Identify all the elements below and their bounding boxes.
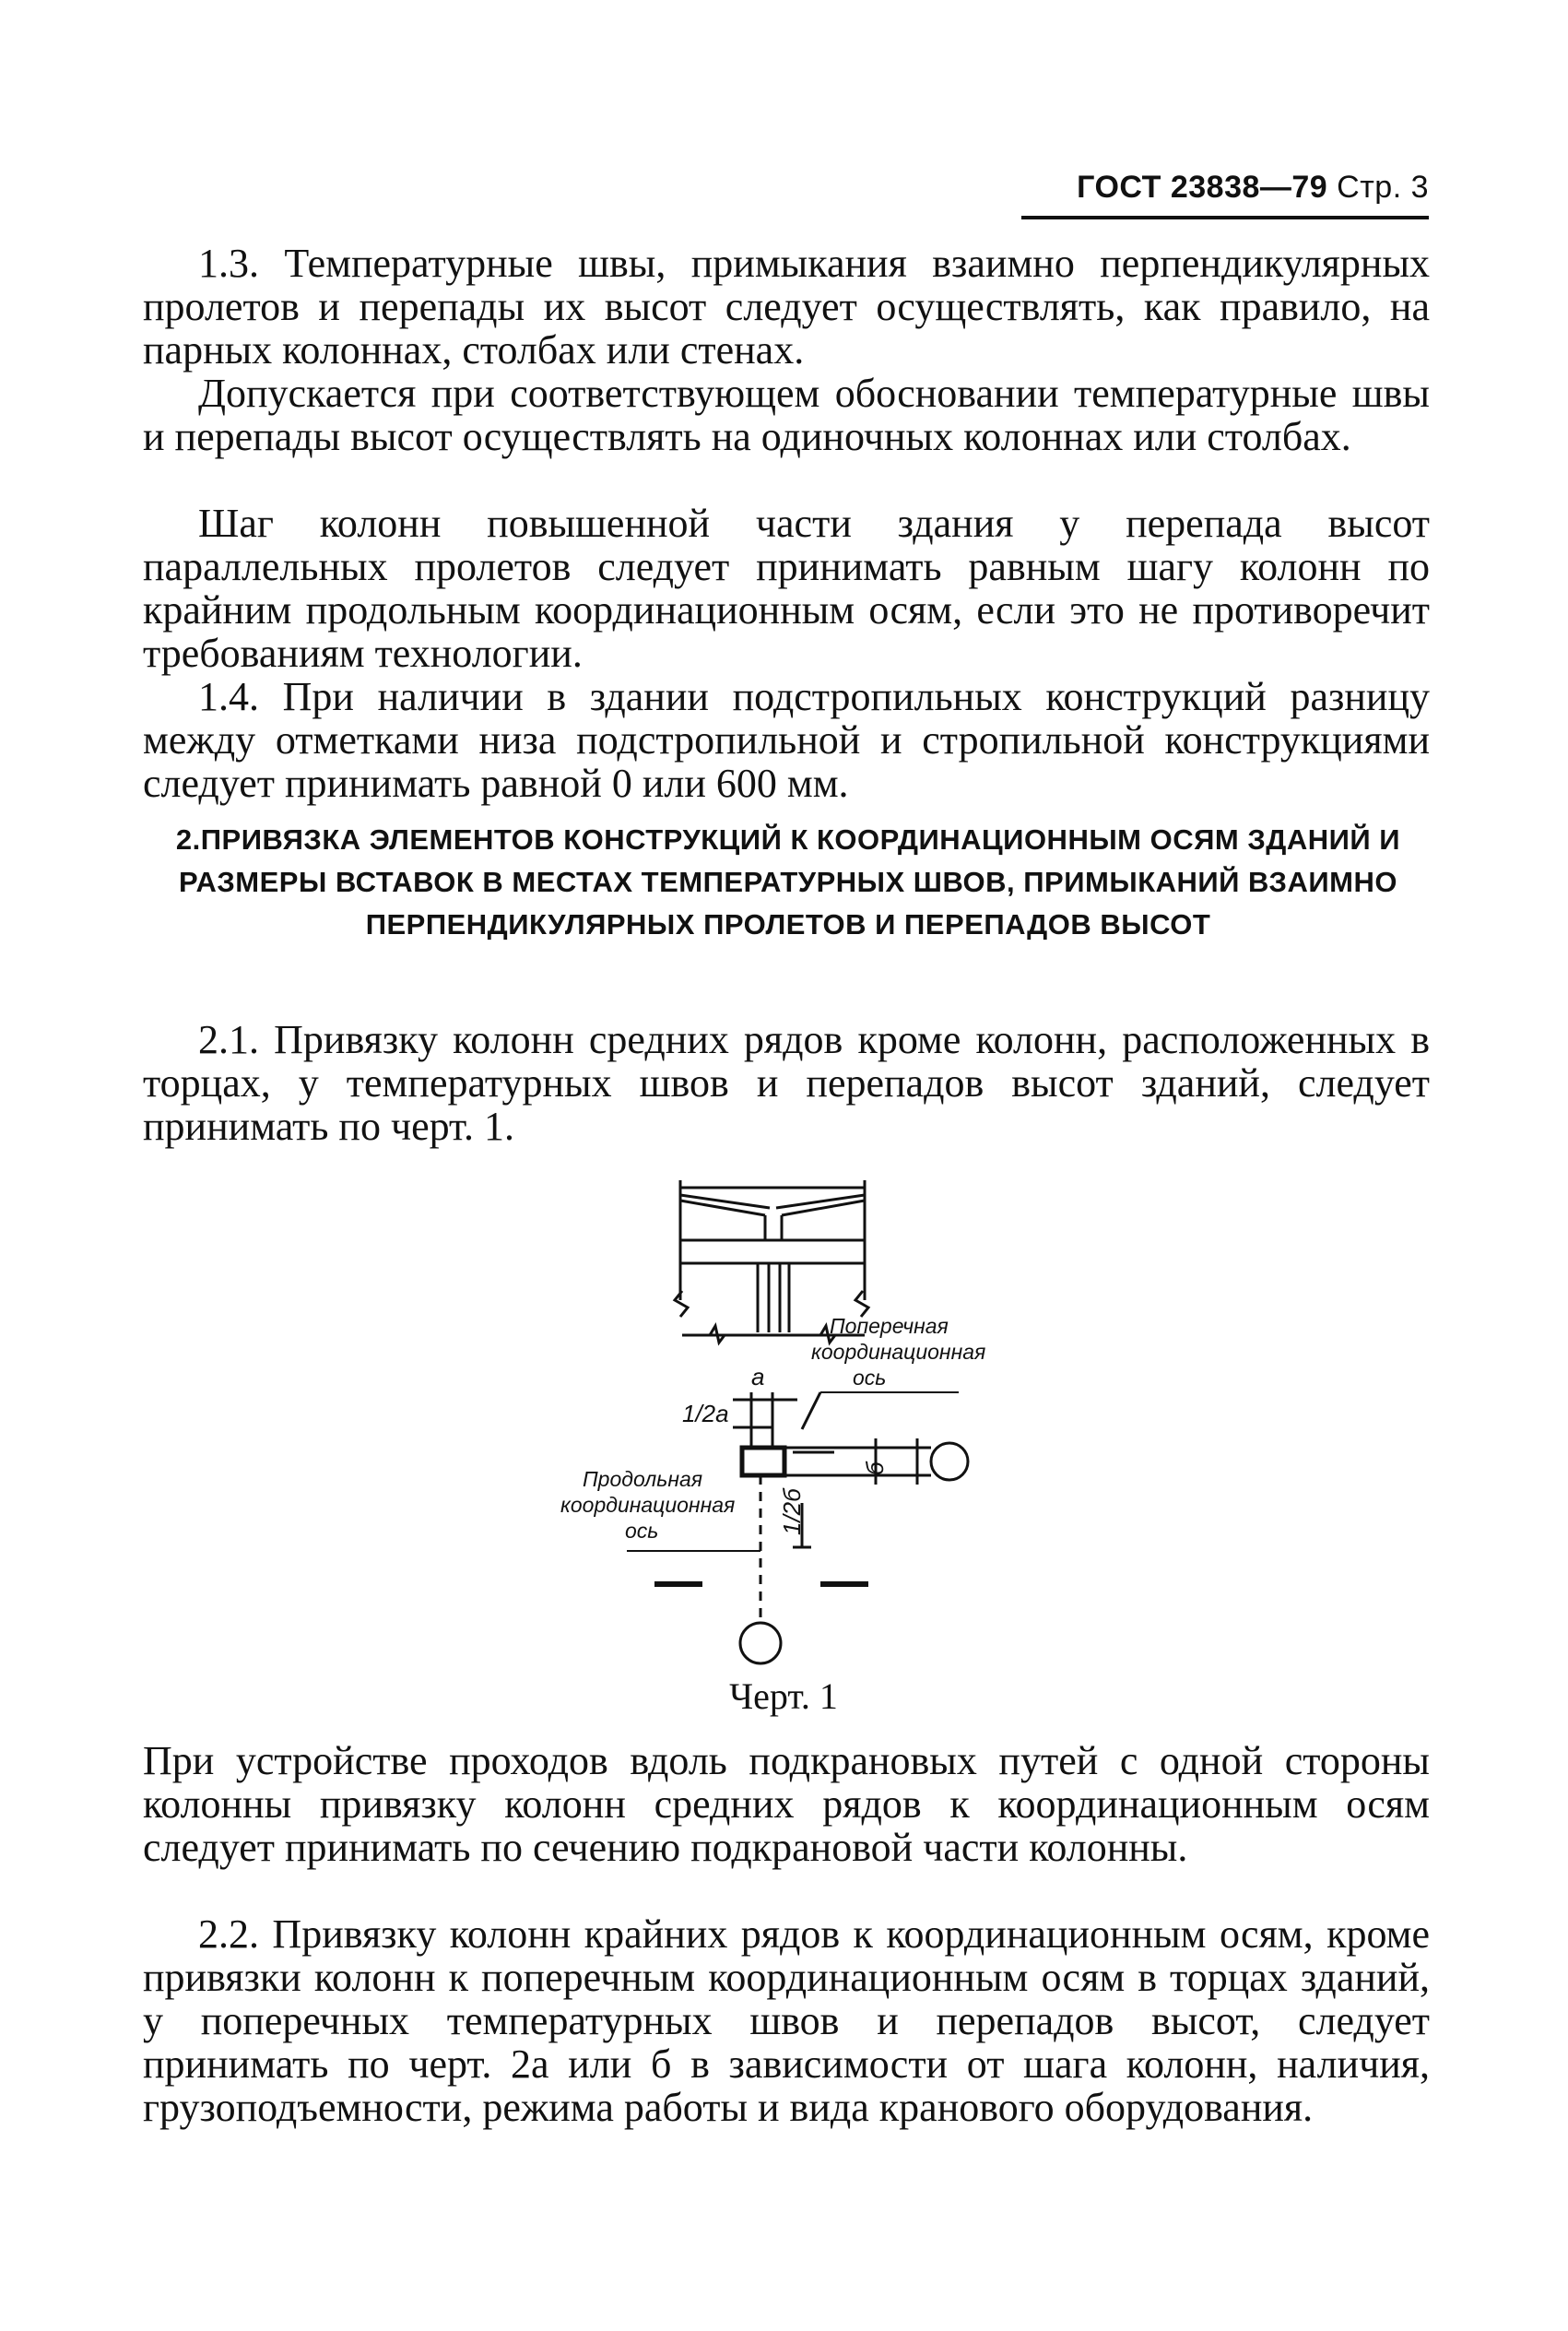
dimension-half-b-label: 1/2б [778, 1488, 806, 1535]
paragraph-1-3: 1.3. Температурные швы, примыкания взаимно перпендикулярных пролетов и перепады их высот следует осуществлять, как правило, на парных колоннах, столбах или стенах. [143, 241, 1430, 373]
paragraph-2-1: 2.1. Привязку колонн средних рядов кроме колонн, расположенных в торцах, у температурных швов и перепадов высот зданий, следует принимать по черт. 1. [143, 1017, 1430, 1149]
transverse-axis-label-2: координационная [811, 1340, 986, 1364]
page-number: Стр. 3 [1337, 170, 1429, 205]
figure-1-drawing [544, 1171, 1042, 1669]
longitudinal-axis-label-3: ось [625, 1519, 659, 1543]
paragraph-passages: При устройстве проходов вдоль подкрановых путей с одной стороны колонны привязку колонн средних рядов к координационным осям следует принимать по сечению подкрановой части колонны. [143, 1738, 1430, 1870]
dimension-a-label: a [751, 1363, 765, 1390]
dimension-b-label: б [861, 1461, 889, 1475]
paragraph-1-4: 1.4. При наличии в здании подстропильных конструкций разницу между отметками низа подстропильной и стропильной конструкциями следует принимать равной 0 или 600 мм. [143, 674, 1430, 806]
longitudinal-axis-label-1: Продольная [583, 1467, 703, 1491]
paragraph-1-3-b: Допускается при соответствующем обосновании температурные швы и перепады высот осуществлять на одиночных колоннах или столбах. [143, 371, 1430, 459]
transverse-axis-label-3: ось [853, 1366, 887, 1390]
header-rule [1021, 216, 1429, 219]
standard-code: ГОСТ 23838—79 [1077, 170, 1328, 205]
figure-1-caption: Черт. 1 [729, 1675, 838, 1717]
dimension-half-a-label: 1/2a [682, 1400, 729, 1427]
paragraph-2-2: 2.2. Привязку колонн крайних рядов к координационным осям, кроме привязки колонн к поперечным координационным осям в торцах зданий, у поперечных температурных швов и перепадов высот, следует принимать по черт. 2а или б в зависимости от шага колонн, наличия, грузоподъемности, режима работы и вида кранового оборудования. [143, 1911, 1430, 2130]
section-2-heading: 2.ПРИВЯЗКА ЭЛЕМЕНТОВ КОНСТРУКЦИЙ К КООРДИНАЦИОННЫМ ОСЯМ ЗДАНИЙ И РАЗМЕРЫ ВСТАВОК В МЕСТАХ ТЕМПЕРАТУРНЫХ ШВОВ, ПРИМЫКАНИЙ ВЗАИМНО ПЕРПЕНДИКУЛЯРНЫХ ПРОЛЕТОВ И ПЕРЕПАДОВ ВЫСОТ [175, 823, 1401, 941]
page-header [1042, 170, 1429, 206]
column-binding-diagram [544, 1171, 1042, 1669]
transverse-axis-label-1: Поперечная [830, 1314, 949, 1338]
paragraph-1-3-c: Шаг колонн повышенной части здания у перепада высот параллельных пролетов следует принимать равным шагу колонн по крайним продольным координационным осям, если это не противоречит требованиям технологии. [143, 501, 1430, 676]
longitudinal-axis-label-2: координационная [560, 1493, 736, 1517]
